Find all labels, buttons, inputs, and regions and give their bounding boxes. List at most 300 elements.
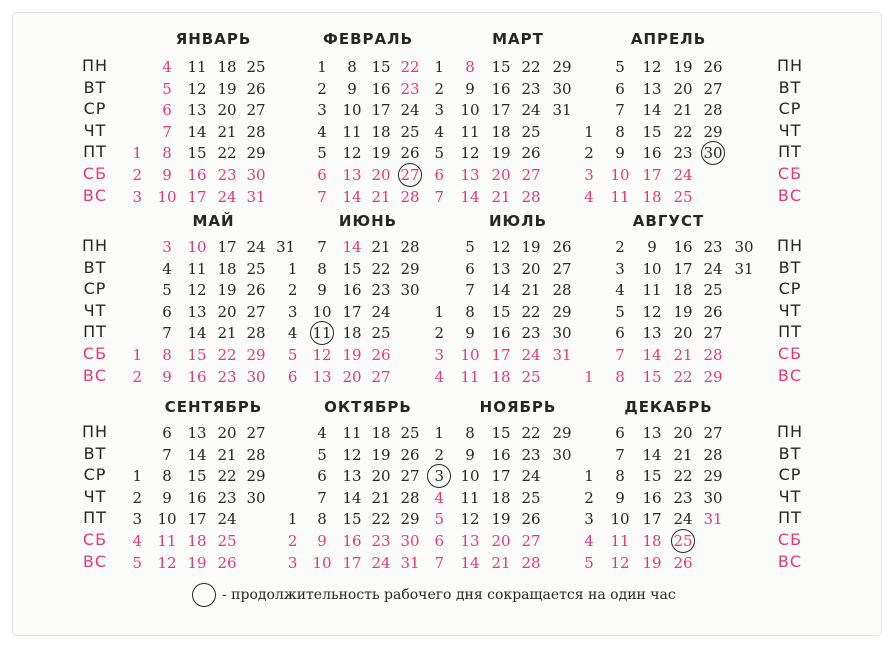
day-cell: 9: [615, 488, 625, 507]
day-cell: 20: [491, 532, 511, 550]
weekday-label-left: ВС: [82, 365, 108, 385]
day-cell: 7: [162, 324, 172, 343]
day-cell: 27: [703, 324, 723, 343]
day-cell: 24: [400, 101, 420, 120]
day-cell: 26: [552, 238, 572, 256]
day-cell: 13: [460, 166, 480, 184]
day-cell: 22: [400, 58, 420, 76]
day-cell: 4: [615, 281, 625, 300]
day-cell: 24: [371, 553, 391, 572]
day-cell: 23: [371, 281, 391, 300]
day-cell: 26: [521, 144, 541, 163]
day-cell: 16: [187, 488, 207, 507]
day-cell: 27: [552, 259, 572, 278]
day-cell: 11: [187, 259, 207, 278]
day-cell: 4: [434, 367, 445, 386]
day-cell: 20: [217, 302, 237, 321]
day-cell: 11: [460, 367, 480, 386]
day-cell: 3: [162, 238, 172, 256]
day-cell: 29: [246, 467, 266, 486]
day-cell: 29: [703, 122, 723, 141]
day-cell: 1: [317, 58, 327, 76]
day-cell: 12: [157, 553, 177, 572]
day-cell: 9: [465, 324, 475, 343]
day-cell: 15: [642, 122, 662, 141]
day-cell: 17: [673, 259, 693, 278]
day-cell: 29: [703, 367, 723, 386]
day-cell: 13: [460, 532, 480, 550]
day-cell: 28: [521, 187, 541, 206]
day-cell: 14: [642, 445, 662, 464]
day-cell: 3: [434, 346, 445, 364]
day-cell: 25: [400, 122, 420, 141]
day-cell: 5: [162, 79, 172, 98]
weekday-label-left: ПН: [81, 422, 109, 441]
day-cell: 20: [673, 324, 693, 343]
weekday-label-right: СБ: [777, 344, 803, 363]
day-cell: 8: [347, 58, 357, 76]
day-cell: 8: [615, 367, 625, 386]
day-cell: 6: [434, 532, 445, 550]
day-cell: 15: [187, 346, 207, 364]
weekday-label-right: ПН: [776, 56, 804, 75]
day-cell: 9: [465, 445, 475, 464]
month-title: АВГУСТ: [632, 212, 705, 230]
day-cell-shortened: 3: [426, 465, 452, 487]
day-cell: 25: [400, 424, 420, 442]
day-cell: 6: [465, 259, 475, 278]
day-cell: 3: [584, 510, 594, 529]
day-cell: 8: [465, 58, 475, 76]
day-cell: 25: [371, 324, 391, 343]
day-cell: 11: [610, 532, 630, 550]
day-cell: 2: [132, 166, 143, 184]
day-cell: 1: [132, 346, 143, 364]
day-cell: 6: [287, 367, 298, 386]
day-cell: 21: [371, 187, 391, 206]
day-cell: 31: [246, 187, 266, 206]
day-cell: 27: [246, 424, 266, 442]
day-cell: 22: [521, 424, 541, 442]
day-cell: 19: [673, 302, 693, 321]
weekday-label-right: ПТ: [778, 508, 802, 528]
day-cell: 29: [246, 346, 266, 364]
day-cell: 19: [217, 281, 237, 300]
day-cell: 18: [187, 532, 207, 550]
day-cell: 23: [217, 166, 237, 184]
day-cell: 20: [217, 101, 237, 120]
day-cell: 26: [217, 553, 237, 572]
day-cell: 22: [217, 346, 237, 364]
day-cell: 30: [246, 166, 266, 184]
day-cell: 5: [434, 144, 445, 163]
day-cell: 9: [162, 367, 172, 386]
day-cell: 29: [552, 58, 572, 76]
day-cell: 5: [162, 281, 172, 300]
weekday-label-left: СР: [83, 465, 107, 485]
day-cell: 2: [584, 488, 594, 507]
day-cell: 17: [217, 238, 237, 256]
day-cell: 29: [246, 144, 266, 163]
day-cell: 23: [217, 488, 237, 507]
weekday-label-left: ВТ: [83, 77, 107, 97]
day-cell: 3: [615, 259, 625, 278]
day-cell: 15: [187, 144, 207, 163]
day-cell: 11: [610, 187, 630, 206]
day-cell: 22: [217, 467, 237, 486]
day-cell: 4: [317, 424, 327, 442]
day-cell: 31: [552, 346, 572, 364]
day-cell: 15: [342, 259, 362, 278]
day-cell: 29: [552, 424, 572, 442]
day-cell: 9: [615, 144, 625, 163]
day-cell: 31: [703, 510, 723, 529]
day-cell: 16: [371, 79, 391, 98]
day-cell: 24: [703, 259, 723, 278]
day-cell: 11: [342, 424, 362, 442]
day-cell: 20: [673, 424, 693, 442]
day-cell: 25: [521, 488, 541, 507]
day-cell: 2: [434, 445, 445, 464]
day-cell: 25: [703, 281, 723, 300]
day-cell: 21: [521, 281, 541, 300]
day-cell: 14: [342, 238, 362, 256]
day-cell: 12: [312, 346, 332, 364]
day-cell: 11: [187, 58, 207, 76]
day-cell: 7: [434, 187, 445, 206]
day-cell: 15: [187, 467, 207, 486]
day-cell: 27: [400, 467, 420, 486]
weekday-label-right: СБ: [777, 164, 803, 183]
weekday-label-right: СР: [778, 99, 802, 119]
day-cell: 7: [615, 101, 625, 120]
weekday-label-left: ЧТ: [83, 486, 107, 506]
day-cell: 20: [217, 424, 237, 442]
day-cell: 16: [342, 532, 362, 550]
day-cell: 18: [342, 324, 362, 343]
day-cell: 28: [400, 187, 420, 206]
day-cell: 5: [615, 58, 625, 76]
day-cell-shortened: 25: [670, 530, 696, 552]
day-cell: 21: [673, 346, 693, 364]
month-title: МАЙ: [192, 212, 235, 230]
day-cell: 2: [132, 488, 143, 507]
day-cell: 9: [317, 532, 327, 550]
day-cell: 6: [162, 101, 172, 120]
day-cell: 1: [434, 424, 445, 442]
weekday-label-right: ЧТ: [778, 300, 802, 320]
day-cell: 10: [342, 101, 362, 120]
day-cell: 9: [317, 281, 327, 300]
day-cell: 27: [371, 367, 391, 386]
day-cell: 10: [312, 302, 332, 321]
day-cell: 6: [162, 424, 172, 442]
day-cell: 12: [187, 281, 207, 300]
day-cell: 19: [187, 553, 207, 572]
day-cell: 13: [642, 79, 662, 98]
day-cell: 23: [673, 488, 693, 507]
day-cell: 13: [642, 324, 662, 343]
day-cell: 24: [673, 510, 693, 529]
day-cell: 21: [491, 187, 511, 206]
day-cell: 3: [287, 553, 298, 572]
month-title: ОКТЯБРЬ: [324, 398, 412, 416]
day-cell: 7: [615, 346, 625, 364]
weekday-label-left: СБ: [82, 344, 108, 363]
circle-marker-icon: [192, 583, 216, 607]
day-cell: 27: [703, 79, 723, 98]
day-cell: 10: [157, 510, 177, 529]
day-cell: 18: [642, 187, 662, 206]
day-cell: 26: [246, 79, 266, 98]
day-cell: 8: [615, 122, 625, 141]
day-cell: 23: [371, 532, 391, 550]
day-cell: 30: [246, 488, 266, 507]
day-cell: 2: [132, 367, 143, 386]
day-cell: 22: [371, 259, 391, 278]
day-cell: 26: [246, 281, 266, 300]
day-cell: 3: [317, 101, 327, 120]
weekday-label-right: ВС: [777, 185, 803, 205]
day-cell: 4: [317, 122, 327, 141]
day-cell: 6: [162, 302, 172, 321]
weekday-label-right: ПН: [776, 236, 804, 255]
day-cell: 28: [246, 122, 266, 141]
day-cell: 23: [673, 144, 693, 163]
day-cell: 7: [317, 238, 327, 256]
day-cell: 31: [552, 101, 572, 120]
day-cell: 13: [342, 166, 362, 184]
day-cell: 8: [162, 467, 172, 486]
day-cell-shortened: 11: [309, 322, 335, 344]
day-cell: 30: [400, 532, 420, 550]
day-cell: 15: [371, 58, 391, 76]
day-cell: 15: [491, 424, 511, 442]
day-cell: 4: [584, 532, 594, 550]
day-cell: 7: [162, 122, 172, 141]
day-cell: 21: [673, 101, 693, 120]
day-cell: 7: [317, 187, 327, 206]
day-cell: 2: [434, 79, 445, 98]
day-cell: 9: [465, 79, 475, 98]
day-cell: 26: [521, 510, 541, 529]
legend: [192, 582, 676, 608]
day-cell: 26: [400, 144, 420, 163]
day-cell: 29: [552, 302, 572, 321]
day-cell: 1: [132, 467, 143, 486]
day-cell: 14: [342, 187, 362, 206]
day-cell: 27: [246, 101, 266, 120]
weekday-label-left: СР: [83, 99, 107, 119]
month-title: МАРТ: [492, 30, 544, 48]
weekday-label-left: ПТ: [83, 142, 107, 162]
day-cell: 7: [162, 445, 172, 464]
day-cell: 17: [342, 553, 362, 572]
weekday-label-left: ПТ: [83, 508, 107, 528]
day-cell: 16: [342, 281, 362, 300]
day-cell: 23: [400, 79, 420, 98]
day-cell: 24: [521, 467, 541, 486]
day-cell: 8: [162, 144, 172, 163]
weekday-label-left: ПН: [81, 236, 109, 255]
weekday-label-right: ВС: [777, 551, 803, 571]
weekday-label-left: СБ: [82, 164, 108, 183]
day-cell: 6: [317, 467, 327, 486]
month-title: НОЯБРЬ: [479, 398, 557, 416]
weekday-label-right: ВТ: [778, 257, 802, 277]
day-cell: 16: [673, 238, 693, 256]
day-cell: 19: [491, 510, 511, 529]
day-cell: 7: [465, 281, 475, 300]
day-cell: 22: [521, 58, 541, 76]
day-cell: 20: [371, 166, 391, 184]
day-cell: 28: [521, 553, 541, 572]
day-cell: 21: [217, 324, 237, 343]
day-cell: 11: [342, 122, 362, 141]
day-cell: 27: [521, 532, 541, 550]
day-cell: 6: [434, 166, 445, 184]
month-title: ЯНВАРЬ: [175, 30, 252, 48]
day-cell: 27: [703, 424, 723, 442]
weekday-label-left: ЧТ: [83, 300, 107, 320]
day-cell: 1: [584, 467, 594, 486]
day-cell: 25: [246, 58, 266, 76]
day-cell: 17: [642, 166, 662, 184]
day-cell: 1: [584, 367, 594, 386]
day-cell: 5: [317, 445, 327, 464]
day-cell: 29: [400, 259, 420, 278]
day-cell: 30: [246, 367, 266, 386]
day-cell: 18: [491, 367, 511, 386]
day-cell: 16: [642, 144, 662, 163]
day-cell: 15: [491, 302, 511, 321]
day-cell: 5: [465, 238, 475, 256]
day-cell: 2: [434, 324, 445, 343]
weekday-label-right: ВТ: [778, 443, 802, 463]
day-cell: 1: [584, 122, 594, 141]
day-cell: 10: [312, 553, 332, 572]
day-cell: 2: [287, 281, 298, 300]
month-title: АПРЕЛЬ: [630, 30, 707, 48]
weekday-label-left: ВТ: [83, 443, 107, 463]
day-cell: 12: [460, 144, 480, 163]
weekday-label-right: ЧТ: [778, 486, 802, 506]
weekday-label-right: ПТ: [778, 322, 802, 342]
weekday-label-left: СР: [83, 279, 107, 299]
day-cell: 17: [491, 346, 511, 364]
day-cell: 18: [642, 532, 662, 550]
day-cell: 9: [347, 79, 357, 98]
day-cell: 24: [217, 510, 237, 529]
day-cell: 16: [491, 445, 511, 464]
weekday-label-right: ЧТ: [778, 120, 802, 140]
day-cell: 28: [246, 445, 266, 464]
weekday-label-left: СБ: [82, 530, 108, 549]
day-cell: 14: [187, 324, 207, 343]
day-cell: 20: [521, 259, 541, 278]
day-cell: 12: [642, 58, 662, 76]
day-cell: 30: [400, 281, 420, 300]
day-cell: 31: [734, 259, 754, 278]
day-cell: 5: [132, 553, 143, 572]
day-cell: 18: [217, 259, 237, 278]
day-cell: 21: [371, 488, 391, 507]
day-cell: 13: [187, 302, 207, 321]
day-cell: 26: [371, 346, 391, 364]
day-cell: 23: [521, 445, 541, 464]
weekday-label-right: ВТ: [778, 77, 802, 97]
day-cell: 7: [615, 445, 625, 464]
day-cell: 1: [132, 144, 143, 163]
day-cell: 4: [162, 259, 172, 278]
day-cell: 26: [703, 302, 723, 321]
weekday-label-right: ВС: [777, 365, 803, 385]
day-cell: 12: [642, 302, 662, 321]
day-cell: 30: [703, 488, 723, 507]
day-cell: 19: [491, 144, 511, 163]
day-cell: 6: [615, 79, 625, 98]
day-cell: 12: [187, 79, 207, 98]
day-cell: 19: [342, 346, 362, 364]
day-cell: 10: [460, 101, 480, 120]
month-title: ДЕКАБРЬ: [624, 398, 713, 416]
day-cell: 3: [132, 187, 143, 206]
day-cell: 15: [342, 510, 362, 529]
day-cell: 14: [187, 445, 207, 464]
day-cell: 18: [217, 58, 237, 76]
day-cell: 30: [734, 238, 754, 256]
day-cell: 1: [434, 302, 445, 321]
day-cell: 13: [342, 467, 362, 486]
day-cell: 19: [521, 238, 541, 256]
day-cell: 21: [217, 445, 237, 464]
day-cell: 23: [703, 238, 723, 256]
day-cell: 14: [187, 122, 207, 141]
day-cell: 8: [317, 259, 327, 278]
day-cell: 14: [642, 346, 662, 364]
day-cell: 21: [217, 122, 237, 141]
day-cell: 12: [342, 144, 362, 163]
day-cell: 23: [521, 324, 541, 343]
day-cell: 20: [371, 467, 391, 486]
day-cell: 24: [673, 166, 693, 184]
day-cell: 10: [642, 259, 662, 278]
day-cell: 25: [521, 122, 541, 141]
day-cell: 10: [460, 467, 480, 486]
day-cell: 28: [246, 324, 266, 343]
day-cell-shortened: 30: [700, 142, 726, 164]
day-cell: 22: [521, 302, 541, 321]
day-cell: 8: [317, 510, 327, 529]
day-cell: 14: [460, 553, 480, 572]
day-cell: 2: [615, 238, 625, 256]
day-cell: 18: [371, 424, 391, 442]
day-cell: 20: [491, 166, 511, 184]
day-cell: 16: [642, 488, 662, 507]
day-cell: 2: [584, 144, 594, 163]
weekday-label-left: ВС: [82, 185, 108, 205]
day-cell: 1: [434, 58, 445, 76]
day-cell: 7: [434, 553, 445, 572]
day-cell: 29: [400, 510, 420, 529]
day-cell: 5: [434, 510, 445, 529]
weekday-label-left: ВС: [82, 551, 108, 571]
month-title: ФЕВРАЛЬ: [322, 30, 414, 48]
day-cell: 10: [157, 187, 177, 206]
day-cell: 17: [371, 101, 391, 120]
day-cell: 21: [371, 238, 391, 256]
day-cell: 3: [132, 510, 143, 529]
